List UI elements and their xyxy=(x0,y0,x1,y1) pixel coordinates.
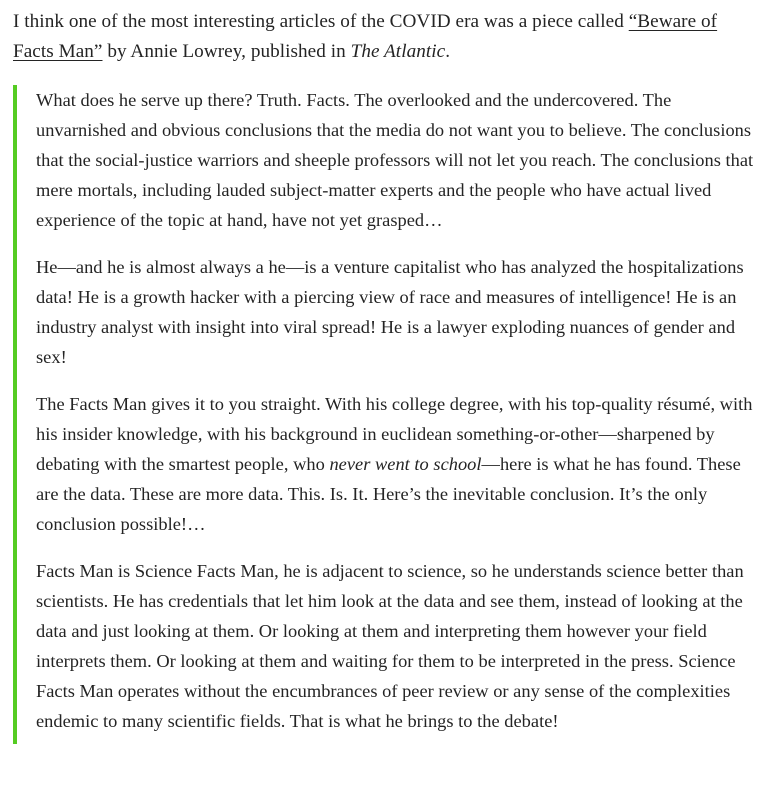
quote-paragraph-3-text: The Facts Man gives it to you straight. With his college degree, with his top-quality résumé, with his insider knowledge, with his background in euclidean something-or-other—sharpened by debating with the smartest people, who xyxy=(36,394,753,474)
article-link[interactable]: “Beware of Facts Man” xyxy=(13,11,718,62)
quote-paragraph-4: Facts Man is Science Facts Man, he is adjacent to science, so he understands science better than scientists. He has credentials that let him look at the data and see them, instead of looking at the data and just looking at them. Or looking at them and interpreting them however your field interprets them. Or looking at them and waiting for them to be interpreted in the press. Science Facts Man operates without the encumbrances of peer review or any sense of the complexities endemic to many scientific fields. That is what he brings to the debate! xyxy=(36,561,744,731)
quote-paragraph-2: He—and he is almost always a he—is a venture capitalist who has analyzed the hospitalizations data! He is a growth hacker with a piercing view of race and measures of intelligence! He is an industry analyst with insight into viral spread! He is a lawyer exploding nuances of gender and sex! xyxy=(36,257,744,367)
quote-emphasis: never went to school xyxy=(329,454,482,474)
quote-paragraph-1: What does he serve up there? Truth. Facts. The overlooked and the undercovered. The unvarnished and obvious conclusions that the media do not want you to believe. The conclusions that the social-justice warriors and sheeple professors will not let you reach. The conclusions that mere mortals, including lauded subject-matter experts and the people who have actual lived experience of the topic at hand, have not yet grasped… xyxy=(36,90,754,230)
intro-paragraph xyxy=(13,0,758,67)
intro-author-text: by Annie Lowrey, published in xyxy=(102,41,351,62)
intro-end: . xyxy=(445,41,451,62)
intro-text: I think one of the most interesting articles of the COVID era was a piece called xyxy=(13,11,629,32)
article-body xyxy=(13,0,758,731)
blockquote xyxy=(13,85,758,744)
quote-paragraph-3-end: —here is what he has found. These are the data. These are more data. This. Is. It. Here’s the inevitable conclusion. It’s the only conclusion possible!… xyxy=(36,454,741,534)
quote-paragraph-3 xyxy=(36,389,754,539)
publication-name: The Atlantic xyxy=(350,41,446,62)
